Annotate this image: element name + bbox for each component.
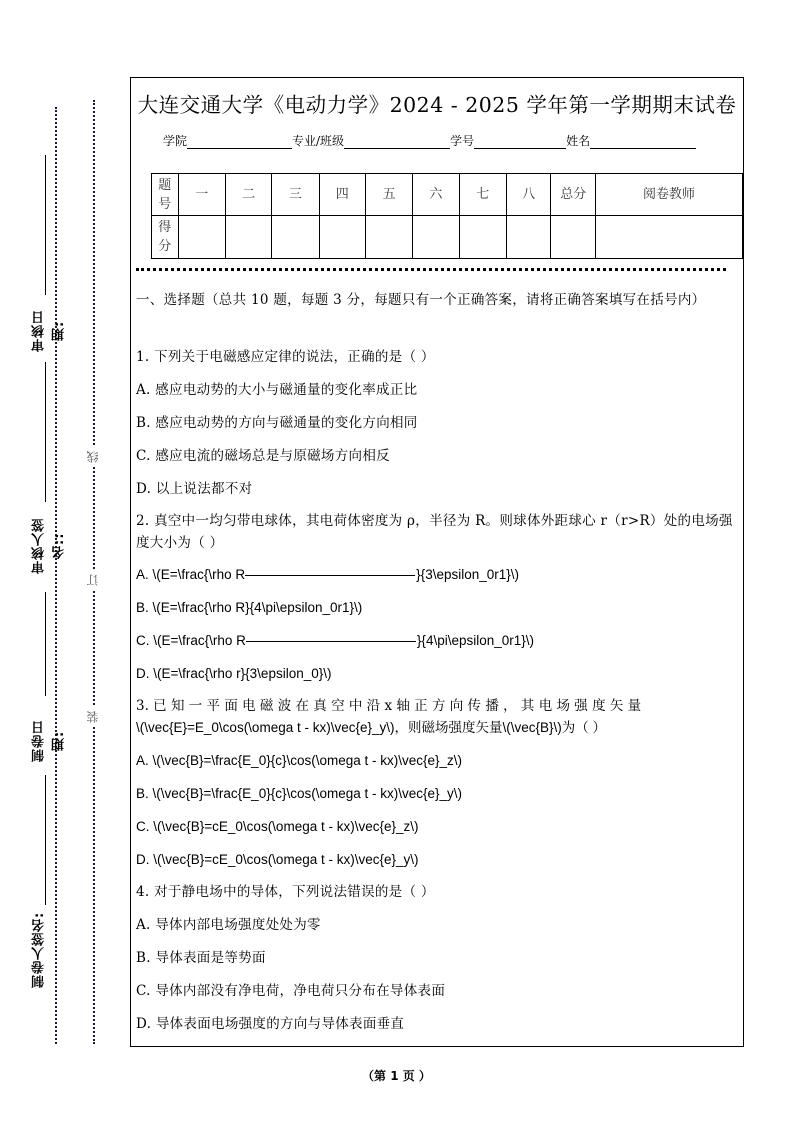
binding-dotted-line-inner: [55, 107, 57, 1044]
score-table-header-row: [152, 174, 743, 216]
option-c-suffix: }{4\pi\epsilon_0r1}\): [416, 633, 535, 648]
option-a-prefix: A. \(E=\frac{\rho R: [136, 567, 246, 582]
review-date-label: 审核日期:: [30, 300, 50, 362]
fraction-bar: [245, 575, 415, 576]
question-3-stem-line1: 3. 已 知 一 平 面 电 磁 波 在 真 空 中 沿 x 轴 正 方 向 传 播 ， 其 电 场 强 度 矢 量: [136, 698, 642, 714]
score-cell[interactable]: [319, 216, 365, 259]
col-header: 七: [459, 174, 506, 216]
field-label-student-id: 学号: [450, 134, 475, 148]
col-header: 五: [365, 174, 412, 216]
score-cell[interactable]: [272, 216, 319, 259]
student-info-row: [163, 132, 696, 149]
question-3-stem-line2: \(\vec{E}=E_0\cos(\omega t - kx)\vec{e}_y\)，则磁场强度矢量\(\vec{B}\)为（ ）: [136, 720, 607, 735]
signature-line: [45, 592, 46, 696]
question-3-option-b: B. \(\vec{B}=\frac{E_0}{c}\cos(\omega t - kx)\vec{e}_y\): [136, 786, 463, 801]
question-1-option-a: A. 感应电动势的大小与磁通量的变化率成正比: [136, 382, 418, 398]
field-label-name: 姓名: [566, 134, 591, 148]
exam-title: 大连交通大学《电动力学》2024 - 2025 学年第一学期期末试卷: [137, 93, 737, 117]
col-header: 八: [506, 174, 551, 216]
name-field[interactable]: [590, 134, 696, 149]
col-header: 一: [178, 174, 225, 216]
score-cell[interactable]: [506, 216, 551, 259]
question-4-stem: 4. 对于静电场中的导体，下列说法错误的是（ ）: [136, 884, 435, 900]
score-cell-total[interactable]: [551, 216, 596, 259]
question-1-option-d: D. 以上说法都不对: [136, 481, 253, 497]
row-label-question-number: 题号: [152, 174, 179, 216]
question-2-option-c: [136, 630, 534, 652]
col-header: 三: [272, 174, 319, 216]
score-cell[interactable]: [459, 216, 506, 259]
question-1-option-c: C. 感应电流的磁场总是与原磁场方向相反: [136, 448, 390, 464]
score-cell[interactable]: [413, 216, 459, 259]
question-3-option-d: D. \(\vec{B}=cE_0\cos(\omega t - kx)\vec{e}_y\): [136, 852, 419, 867]
col-header: 总分: [551, 174, 596, 216]
question-2-option-d: D. \(E=\frac{\rho r}{3\epsilon_0}\): [136, 666, 332, 681]
question-1-stem: 1. 下列关于电磁感应定律的说法，正确的是（ ）: [136, 349, 435, 365]
score-table: [151, 173, 743, 259]
option-a-suffix: }{3\epsilon_0r1}\): [416, 567, 520, 582]
field-label-major-class: 专业/班级: [292, 134, 345, 148]
field-label-college: 学院: [163, 134, 188, 148]
option-c-prefix: C. \(E=\frac{\rho R: [136, 633, 246, 648]
question-2-option-a: [136, 564, 519, 586]
question-1-option-b: B. 感应电动势的方向与磁通量的变化方向相同: [136, 415, 418, 431]
signature-line: [45, 362, 46, 502]
fraction-bar: [246, 641, 416, 642]
score-cell[interactable]: [365, 216, 412, 259]
question-4-option-d: D. 导体表面电场强度的方向与导体表面垂直: [136, 1016, 405, 1032]
exam-frame: [130, 77, 744, 1047]
col-header: 四: [319, 174, 365, 216]
page-number: （第 1 页 ）: [362, 1069, 431, 1083]
exam-maker-signature-label: 制卷人签名:: [30, 910, 50, 990]
student-id-field[interactable]: [474, 134, 566, 149]
row-label-score: 得分: [152, 216, 179, 259]
col-header: 二: [225, 174, 271, 216]
binding-char-line: 线: [84, 447, 102, 467]
score-table-score-row: [152, 216, 743, 259]
question-2-option-b: B. \(E=\frac{\rho R}{4\pi\epsilon_0r1}\): [136, 600, 363, 615]
question-3-option-a: A. \(\vec{B}=\frac{E_0}{c}\cos(\omega t - kx)\vec{e}_z\): [136, 753, 463, 768]
binding-char-pack: 装: [84, 707, 102, 727]
signature-line: [45, 775, 46, 905]
major-class-field[interactable]: [344, 134, 450, 149]
question-4-option-c: C. 导体内部没有净电荷，净电荷只分布在导体表面: [136, 983, 446, 999]
signature-line: [45, 155, 46, 295]
reviewer-signature-label: 审核人签名::: [30, 505, 50, 587]
question-4-option-a: A. 导体内部电场强度处处为零: [136, 917, 321, 933]
question-3-option-c: C. \(\vec{B}=cE_0\cos(\omega t - kx)\vec{e}_z\): [136, 819, 419, 834]
question-4-option-b: B. 导体表面是等势面: [136, 950, 266, 966]
score-cell[interactable]: [225, 216, 271, 259]
score-cell-grader[interactable]: [596, 216, 743, 259]
score-cell[interactable]: [178, 216, 225, 259]
exam-date-label: 制卷日期:: [30, 710, 50, 772]
section-heading: 一、选择题（总共 10 题，每题 3 分，每题只有一个正确答案，请将正确答案填写在括号内）: [136, 292, 706, 308]
col-header-grader: 阅卷教师: [596, 174, 743, 216]
binding-char-bind: 订: [84, 570, 102, 590]
question-2-stem: 2. 真空中一均匀带电球体，其电荷体密度为 ρ，半径为 R。则球体外距球心 r（r>R）处的电场强度大小为（ ）: [136, 513, 733, 551]
dotted-separator: [136, 268, 726, 271]
college-field[interactable]: [187, 134, 292, 149]
col-header: 六: [413, 174, 459, 216]
